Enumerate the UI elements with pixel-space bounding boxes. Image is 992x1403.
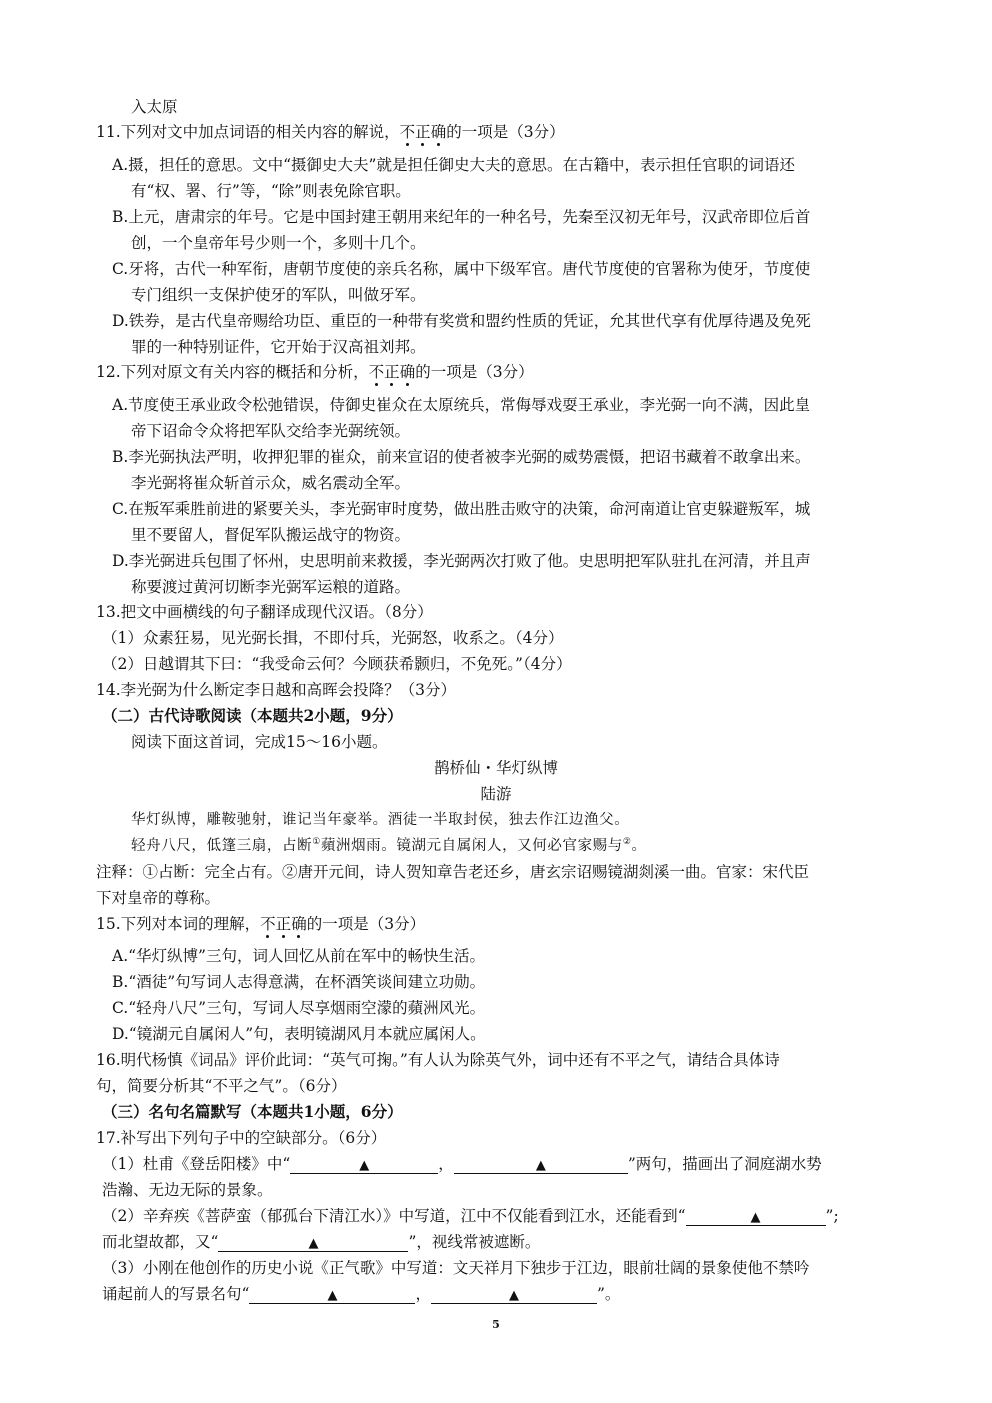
reading-instruction: 阅读下面这首词，完成15～16小题。 bbox=[131, 733, 388, 751]
question-16-cont: 句，简要分析其“不平之气”。（6分） bbox=[96, 1077, 347, 1095]
option-11c-cont: 专门组织一支保护使牙的军队，叫做牙军。 bbox=[131, 286, 426, 304]
option-12a: A.节度使王承业政令松弛错误，侍御史崔众在太原统兵，常侮辱戏耍王承业，李光弼一向不满，因此皇 bbox=[112, 396, 811, 414]
poem-notes: 注释：①占断：完全占有。②唐开元间，诗人贺知章告老还乡，唐玄宗诏赐镜湖剡溪一曲。官家：宋代臣 bbox=[96, 863, 810, 881]
option-11d-cont: 罪的一种特别证件，它开始于汉高祖刘邦。 bbox=[131, 338, 426, 356]
poem-line-2: 轻舟八尺，低篷三扇，占断①蘋洲烟雨。镜湖元自属闲人，又何必官家赐与②。 bbox=[131, 837, 647, 854]
option-12d-cont: 称要渡过黄河切断李光弼军运粮的道路。 bbox=[131, 578, 411, 596]
option-15d: D.“镜湖元自属闲人”句，表明镜湖风月本就应属闲人。 bbox=[112, 1025, 486, 1043]
option-12b: B.李光弼执法严明，收押犯罪的崔众，前来宣诏的使者被李光弼的威势震慑，把诏书藏着不敢拿出来。 bbox=[112, 448, 811, 466]
top-line: 入太原 bbox=[131, 98, 178, 116]
option-11c: C.牙将，古代一种军衔，唐朝节度使的亲兵名称，属中下级军官。唐代节度使的官署称为使牙，节度使 bbox=[112, 260, 811, 278]
option-15a: A.“华灯纵博”三句，词人回忆从前在军中的畅快生活。 bbox=[112, 947, 485, 965]
section-3-heading: （三）名句名篇默写（本题共1小题，6分） bbox=[102, 1102, 403, 1121]
option-12a-cont: 帝下诏命令众将把军队交给李光弼统领。 bbox=[131, 422, 411, 440]
option-11d: D.铁券，是古代皇帝赐给功臣、重臣的一种带有奖赏和盟约性质的凭证，允其世代享有优厚待遇及免死 bbox=[112, 312, 811, 330]
section-2-heading: （二）古代诗歌阅读（本题共2小题，9分） bbox=[102, 706, 403, 725]
option-15c: C.“轻舟八尺”三句，写词人尽享烟雨空濛的蘋洲风光。 bbox=[112, 999, 486, 1017]
blank-2[interactable]: ▲ bbox=[454, 1155, 628, 1174]
option-12b-cont: 李光弼将崔众斩首示众，威名震动全军。 bbox=[131, 474, 411, 492]
option-15b: B.“酒徒”句写词人志得意满，在杯酒笑谈间建立功勋。 bbox=[112, 973, 486, 991]
fill-item-2: （2）辛弃疾《菩萨蛮（郁孤台下清江水）》中写道，江中不仅能看到江水，还能看到“ ▲ ”; bbox=[102, 1207, 839, 1225]
poem-author: 陆游 bbox=[480, 785, 512, 803]
question-16: 16.明代杨慎《词品》评价此词：“英气可掬。”有人认为除英气外，词中还有不平之气，请结合具体诗 bbox=[96, 1051, 780, 1069]
blank-6[interactable]: ▲ bbox=[431, 1285, 597, 1304]
poem-line-1: 华灯纵博，雕鞍驰射，谁记当年豪举。酒徒一半取封侯，独去作江边渔父。 bbox=[131, 812, 630, 828]
question-14: 14.李光弼为什么断定李日越和高晖会投降？（3分） bbox=[96, 681, 457, 699]
blank-4[interactable]: ▲ bbox=[218, 1233, 408, 1252]
page-number: 5 bbox=[492, 1318, 500, 1331]
fill-item-2-cont: 而北望故都，又“ ▲ ”，视线常被遮断。 bbox=[102, 1233, 541, 1251]
option-12c-cont: 里不要留人，督促军队搬运战守的物资。 bbox=[131, 526, 411, 544]
question-13-part2: （2）日越谓其下曰：“我受命云何？今顾获希颢归，不免死。”（4分） bbox=[102, 655, 572, 673]
fill-item-3: （3）小刚在他创作的历史小说《正气歌》中写道：文天祥月下独步于江边，眼前壮阔的景象使他不禁吟 bbox=[102, 1259, 810, 1277]
blank-1[interactable]: ▲ bbox=[290, 1155, 438, 1174]
question-15: 15.下列对本词的理解，不正确的一项是（3分） bbox=[96, 915, 426, 933]
poem-notes-cont: 下对皇帝的尊称。 bbox=[96, 889, 221, 907]
question-12: 12.下列对原文有关内容的概括和分析，不正确的一项是（3分） bbox=[96, 363, 534, 381]
option-11a: A.摄，担任的意思。文中“摄御史大夫”就是担任御史大夫的意思。在古籍中，表示担任官职的词语还 bbox=[112, 156, 795, 174]
question-13: 13.把文中画横线的句子翻译成现代汉语。（8分） bbox=[96, 603, 433, 621]
fill-item-3-cont: 诵起前人的写景名句“ ▲ ， ▲ ”。 bbox=[102, 1285, 621, 1303]
poem-title: 鹊桥仙・华灯纵博 bbox=[433, 759, 558, 777]
blank-5[interactable]: ▲ bbox=[249, 1285, 415, 1304]
option-11b-cont: 创，一个皇帝年号少则一个，多则十几个。 bbox=[131, 234, 426, 252]
question-17: 17.补写出下列句子中的空缺部分。（6分） bbox=[96, 1129, 387, 1147]
fill-item-1-cont: 浩瀚、无边无际的景象。 bbox=[102, 1181, 273, 1199]
blank-3[interactable]: ▲ bbox=[686, 1207, 826, 1226]
question-13-part1: （1）众素狂易，见光弼长揖，不即付兵，光弼怒，收系之。（4分） bbox=[102, 629, 564, 647]
option-11a-cont: 有“权、署、行”等，“除”则表免除官职。 bbox=[131, 182, 411, 200]
option-11b: B.上元，唐肃宗的年号。它是中国封建王朝用来纪年的一种名号，先秦至汉初无年号，汉武帝即位后首 bbox=[112, 208, 811, 226]
option-12d: D.李光弼进兵包围了怀州，史思明前来救援，李光弼两次打败了他。史思明把军队驻扎在河清，并且声 bbox=[112, 552, 811, 570]
fill-item-1: （1）杜甫《登岳阳楼》中“ ▲ ， ▲ ”两句，描画出了洞庭湖水势 bbox=[102, 1155, 822, 1173]
option-12c: C.在叛军乘胜前进的紧要关头，李光弼审时度势，做出胜击败守的决策，命河南道让官吏躲避叛军，城 bbox=[112, 500, 811, 518]
question-11: 11.下列对文中加点词语的相关内容的解说，不正确的一项是（3分） bbox=[96, 123, 565, 141]
